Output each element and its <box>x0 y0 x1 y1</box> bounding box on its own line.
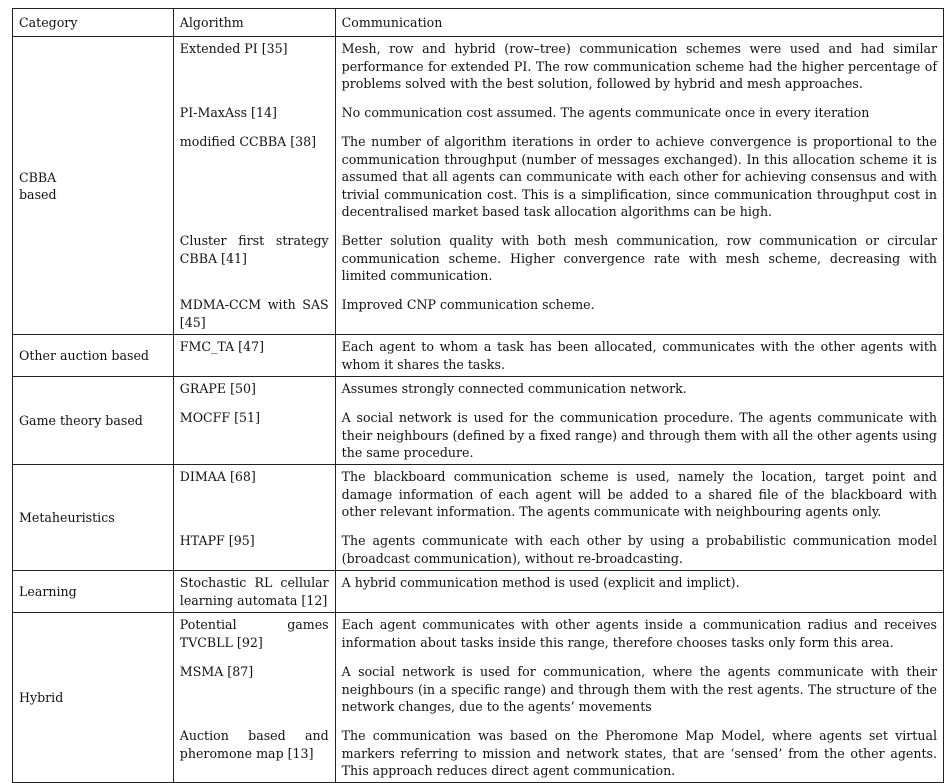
category-cell <box>13 377 174 465</box>
algorithm-cell <box>173 37 335 335</box>
category-cell <box>13 335 174 377</box>
communication-text: The agents communicate with each other by using a probabilistic communication model (broadcast communication), without re-broadcasting. <box>341 533 937 566</box>
table-row <box>13 37 944 335</box>
algorithm-cell <box>173 377 335 465</box>
communication-cell <box>335 571 943 613</box>
communication-text: A social network is used for the communication procedure. The agents communicate with their neighbours (defined by a fixed range) and through them with all the other agents using the same procedure. <box>341 410 937 461</box>
algorithm-name: Auction based and pheromone map [13] <box>179 728 329 761</box>
algorithm-name: HTAPF [95] <box>179 533 255 549</box>
table-row <box>13 465 944 571</box>
header-category: Category <box>13 9 174 37</box>
communication-text: Better solution quality with both mesh communication, row communication or circular communication scheme. Higher convergence rate with mesh scheme, decreasing with limited communication. <box>341 233 937 284</box>
algorithm-name: DIMAA [68] <box>179 469 256 485</box>
communication-text: The number of algorithm iterations in order to achieve convergence is proportional to the communication throughput (number of messages exchanged). In this allocation scheme it is assumed that all agents can communicate with each other for achieving consensus and with trivial communication cost. This is a simplification, since communication throughput cost in decentralised market based task allocation algorithms can be high. <box>341 134 937 220</box>
algorithm-name: PI-MaxAss [14] <box>179 105 277 121</box>
header-row <box>13 9 944 37</box>
table-row <box>13 335 944 377</box>
header-communication: Communication <box>335 9 943 37</box>
category-label: CBBA based <box>19 169 57 202</box>
algorithm-name: Cluster first strategy CBBA [41] <box>179 233 329 266</box>
table-row <box>13 571 944 613</box>
algorithm-name: MOCFF [51] <box>179 410 260 426</box>
category-label: Game theory based <box>19 413 143 429</box>
algorithm-cell <box>173 465 335 571</box>
category-cell <box>13 465 174 571</box>
communication-text: No communication cost assumed. The agents communicate once in every iteration <box>341 105 870 121</box>
communication-text: Improved CNP communication scheme. <box>341 297 595 313</box>
communication-text: Assumes strongly connected communication network. <box>341 381 687 397</box>
table-body <box>13 37 944 783</box>
algorithm-cell <box>173 571 335 613</box>
communication-cell <box>335 613 943 783</box>
algorithm-name: MDMA-CCM with SAS [45] <box>179 297 329 330</box>
communication-cell <box>335 465 943 571</box>
algorithm-name: MSMA [87] <box>179 664 254 680</box>
algorithm-name: Stochastic RL cellular learning automata [12] <box>179 575 329 608</box>
algorithm-cell <box>173 335 335 377</box>
algorithm-name: FMC_TA [47] <box>179 339 265 355</box>
category-cell <box>13 571 174 613</box>
category-cell <box>13 37 174 335</box>
category-label: Hybrid <box>19 690 64 706</box>
communication-text: Mesh, row and hybrid (row–tree) communication schemes were used and had similar performance for extended PI. The row communication scheme had the higher percentage of problems solved with the best solution, followed by hybrid and mesh approaches. <box>341 41 937 92</box>
algorithm-name: Extended PI [35] <box>179 41 288 57</box>
header-algorithm: Algorithm <box>173 9 335 37</box>
communication-text: The blackboard communication scheme is used, namely the location, target point and damage information of each agent will be added to a shared file of the blackboard with other relevant information. The agents communicate with neighbouring agents only. <box>341 469 937 520</box>
algorithm-cell <box>173 613 335 783</box>
communication-cell <box>335 335 943 377</box>
table-row <box>13 377 944 465</box>
communication-cell <box>335 377 943 465</box>
comparison-table <box>12 8 944 783</box>
algorithm-name: modified CCBBA [38] <box>179 134 317 150</box>
communication-text: Each agent communicates with other agents inside a communication radius and receives information about tasks inside this range, therefore chooses tasks only form this area. <box>341 617 937 650</box>
category-cell <box>13 613 174 783</box>
category-label: Metaheuristics <box>19 510 115 526</box>
communication-text: The communication was based on the Pheromone Map Model, where agents set virtual markers referring to mission and network states, that are ‘sensed’ from the other agents. This approach reduces direct agent communication. <box>341 728 937 779</box>
communication-text: A hybrid communication method is used (explicit and implict). <box>341 575 740 591</box>
communication-cell <box>335 37 943 335</box>
algorithm-name: GRAPE [50] <box>179 381 256 397</box>
communication-text: A social network is used for communication, where the agents communicate with their neighbours (in a specific range) and through them with the rest agents. The structure of the network changes, due to the agents’ movements <box>341 664 937 715</box>
table-row <box>13 613 944 783</box>
communication-text: Each agent to whom a task has been allocated, communicates with the other agents with whom it shares the tasks. <box>341 339 937 372</box>
category-label: Other auction based <box>19 348 149 364</box>
category-label: Learning <box>19 584 77 600</box>
algorithm-name: Potential games TVCBLL [92] <box>179 617 329 650</box>
